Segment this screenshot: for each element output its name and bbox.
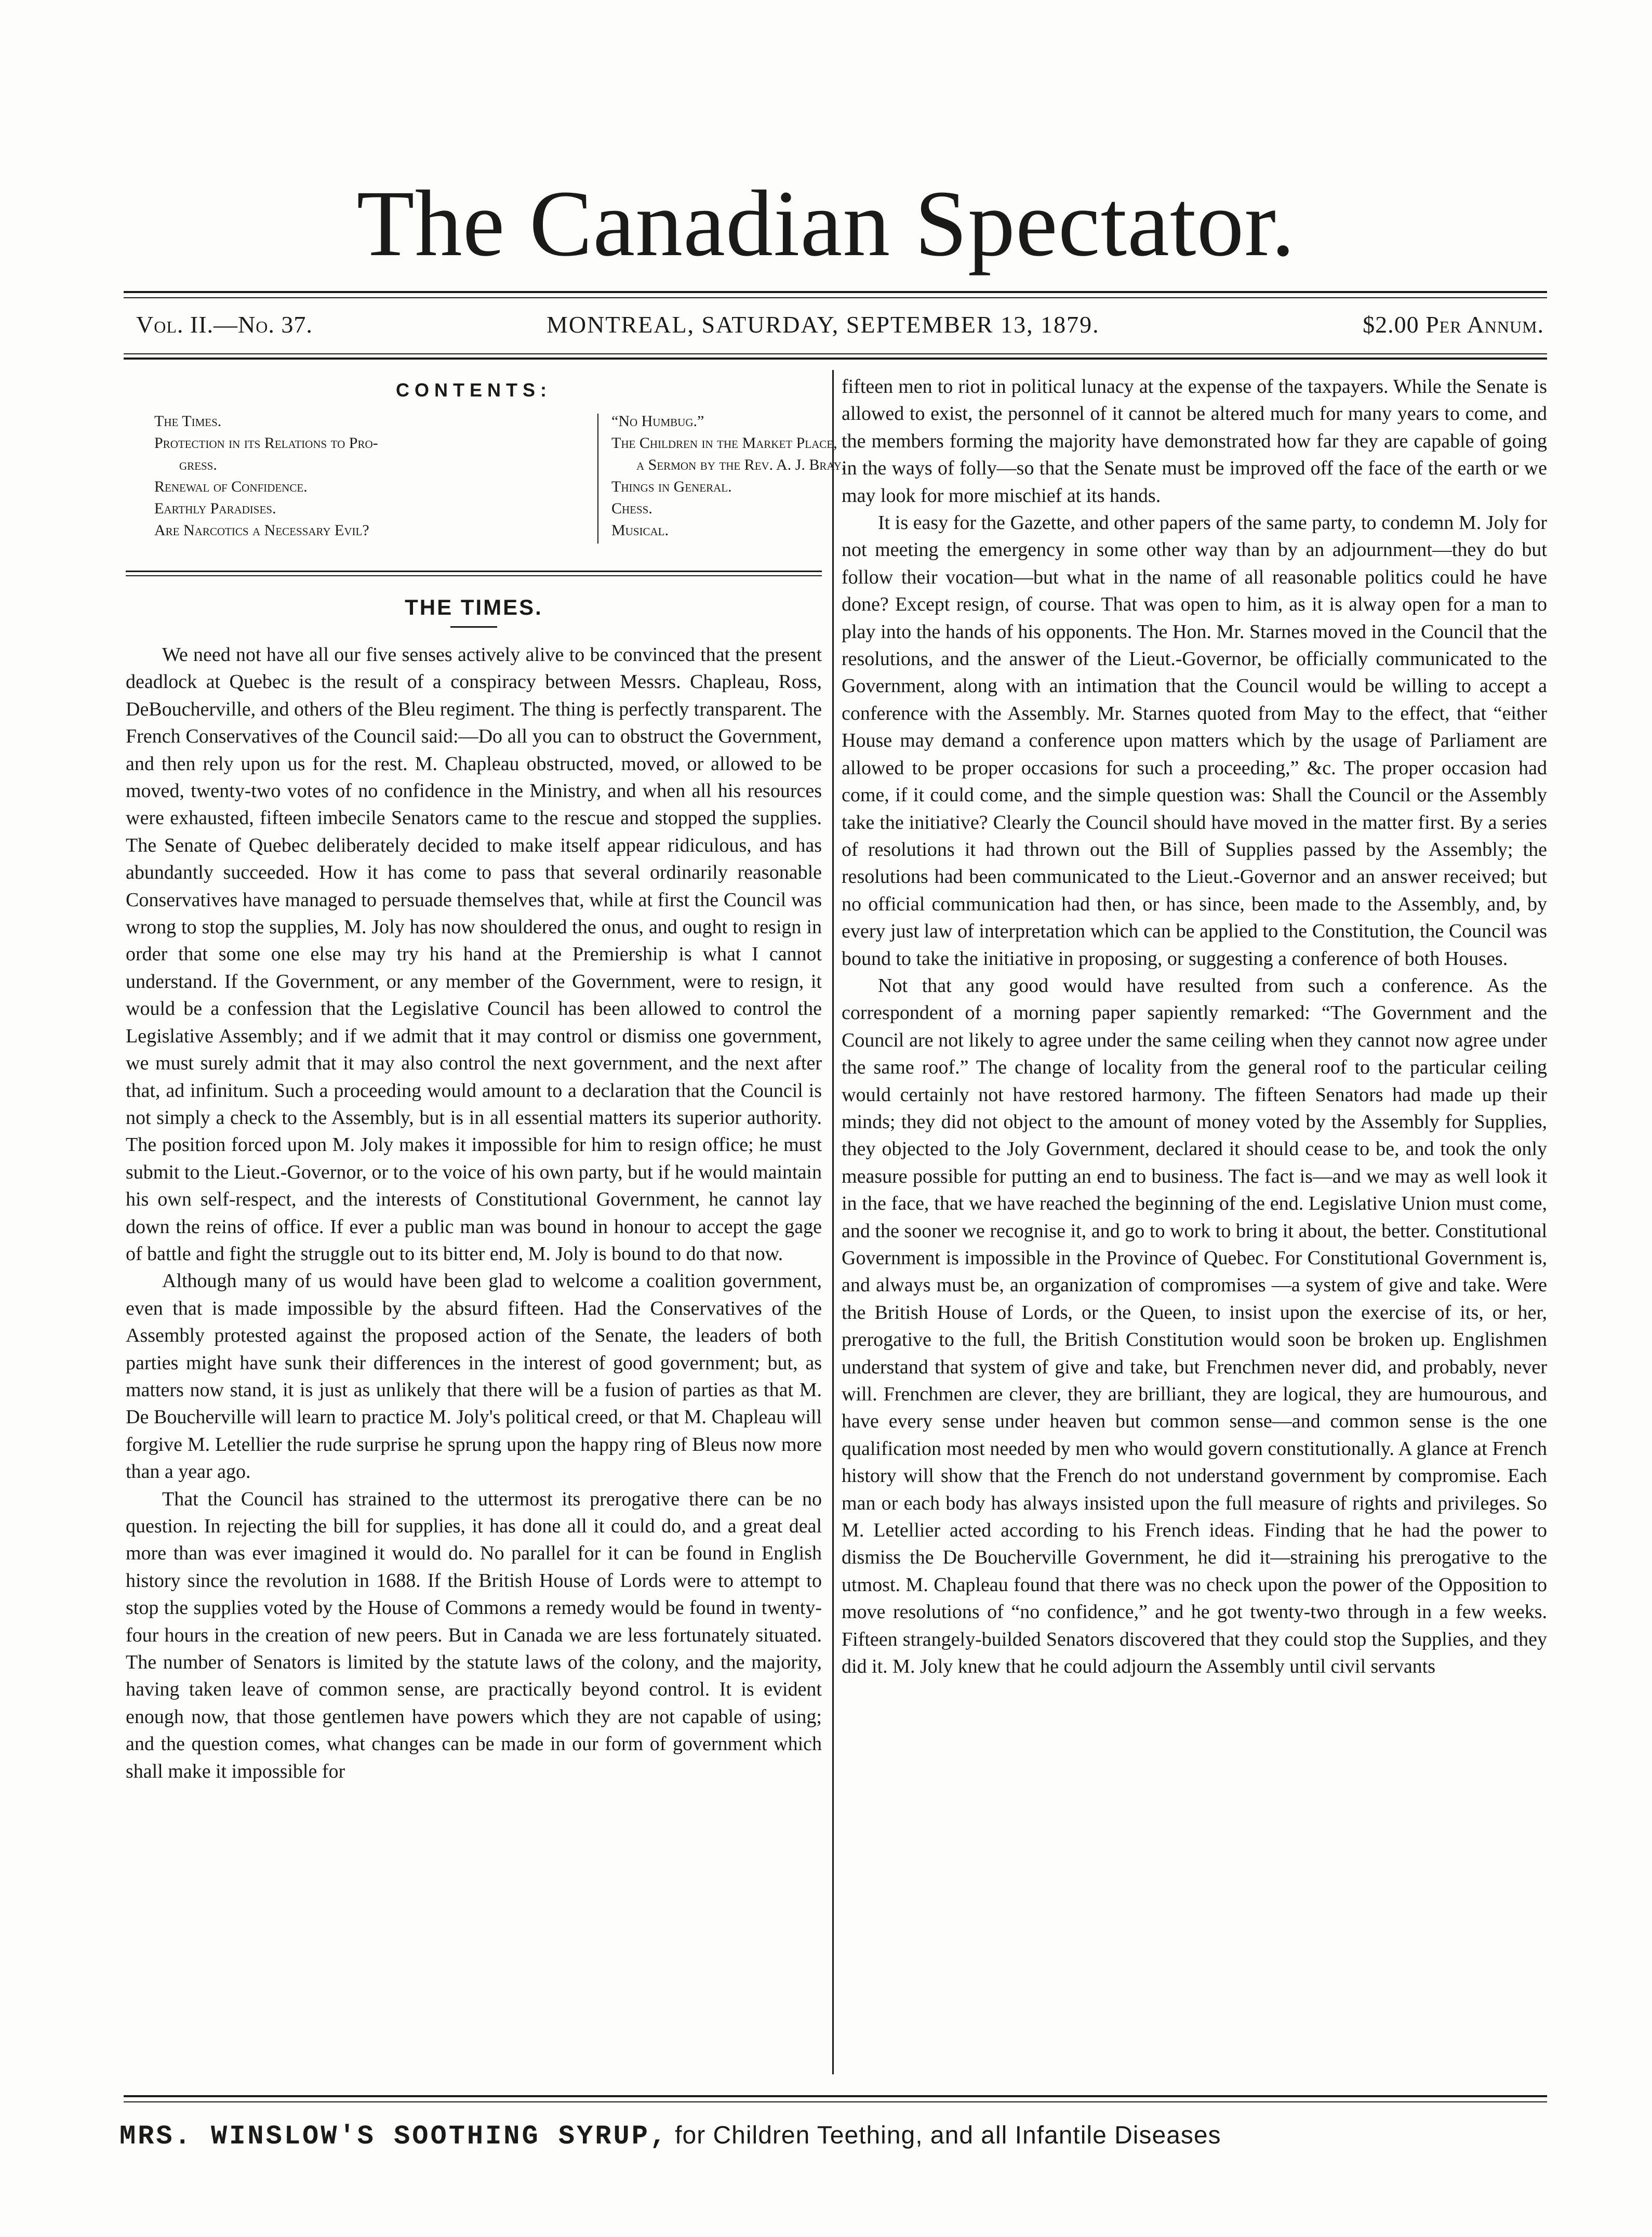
header-rule-top-thin [124,297,1547,298]
advertisement-text: for Children Teething, and all Infantile Diseases [675,2122,1221,2149]
contents-item: The Children in the Market Place, [611,434,837,452]
column-separator [832,370,834,2074]
article-paragraph: Not that any good would have resulted from such a conference. As the correspondent of a morning paper sapiently remarked: “The Government and the Council are not likely to agree under the same ceiling when they cannot now agree under the same roof.” The change of locality from the general roof to the particular ceiling would certainly not have restored harmony. The fifteen Senators had made up their minds; they did not object to the amount of money voted by the Assembly for Supplies, they objected to the Joly Government, declared it should cease to be, and took the only measure possible for putting an end to business. The fact is—and we may as well look it in the face, that we have reached the beginning of the end. Legislative Union must come, and the sooner we recognise it, and go to work to bring it about, the better. Constitutional Government is impossible in the Province of Quebec. For Constitutional Government is, and always must be, an organization of compromises —a system of give and take. Were the British House of Lords, or the Queen, to insist upon the exercise of its, or her, prerogative to the full, the British Constitution would soon be broken up. Englishmen understand that system of give and take, but Frenchmen never did, and probably, never will. Frenchmen are clever, they are brilliant, they are logical, they are humourous, and have every sense under heaven but common sense—and common sense is the one qualification most needed by men who would govern constitutionally. A glance at French history will show that the French do not understand government by compromise. Each man or each body has always insisted upon the full measure of rights and privileges. So M. Letellier acted according to his French ideas. Finding that he had the power to dismiss the De Boucherville Government, he did it—straining his prerogative to the utmost. M. Chapleau found that there was no check upon the power of the Opposition to move resolutions of “no confidence,” and he got twenty-two through in a few weeks. Fifteen strangely-builded Senators discovered that they could stop the Supplies, and they did it. M. Joly knew that he could adjourn the Assembly until civil servants [842,974,1547,1678]
issue-line [136,311,1544,342]
contents-item: Are Narcotics a Necessary Evil? [154,522,369,539]
contents-item: a Sermon by the Rev. A. J. Bray. [636,456,846,473]
contents-rule [126,571,822,572]
left-column [126,373,846,1785]
contents-divider [597,414,598,544]
article-paragraph: It is easy for the Gazette, and other papers of the same party, to condemn M. Joly for not meeting the emergency in some other way than by an adjournment—they do but follow their vocation—but what in the name of all reasonable politics could he have done? Except resign, of course. That was open to him, as it is alway open for a man to play into the hands of his opponents. The Hon. Mr. Starnes moved in the Council that the resolutions, and the answer of the Lieut.-Governor, be officially communicated to the Government, along with an intimation that the Council would be willing to accept a conference with the Assembly. Mr. Starnes quoted from May to the effect, that “either House may demand a conference upon matters which by the usage of Parliament are allowed to be proper occasions for such a proceeding,” &c. The proper occasion had come, if it could come, and the simple question was: Shall the Council or the Assembly take the initiative? Clearly the Council should have moved in the matter first. By a series of resolutions it had thrown out the Bill of Supplies passed by the Assembly; the resolutions had been communicated to the Lieut.-Governor and an answer received; but no official communication had then, or has since, been made to the Assembly, and, by every just law of interpretation which can be applied to the Constitution, the Council was bound to take the initiative in proposing, or suggesting a conference of both Houses. [842,512,1547,970]
section-title: THE TIMES. [405,595,543,619]
article-paragraph: We need not have all our five senses actively alive to be convinced that the present deadlock at Quebec is the result of a conspiracy between Messrs. Chapleau, Ross, DeBoucherville, and others of the Bleu regiment. The thing is perfectly transparent. The French Conservatives of the Council said:—Do all you can to obstruct the Government, and then rely upon us for the rest. M. Chapleau obstructed, moved, or allowed to be moved, twenty-two votes of no confidence in the Ministry, and when all his resources were exhausted, fifteen imbecile Senators came to the rescue and stopped the supplies. The Senate of Quebec deliberately decided to make itself appear ridiculous, and has abundantly succeeded. How it has come to pass that several ordinarily reasonable Conservatives have managed to persuade themselves that, while at first the Council was wrong to stop the supplies, M. Joly has now shouldered the onus, and ought to resign in order that some one else may try his hand at the Premiership is what I cannot understand. If the Government, or any member of the Government, were to resign, it would be a confession that the Legislative Council has been allowed to control the Legislative Assembly; and if we admit that it may control or dismiss one government, we must surely admit that it may also control the next government, and the next after that, ad infinitum. Such a proceeding would amount to a declaration that the Council is not simply a check to the Assembly, but is in all essential matters its superior authority. The position forced upon M. Joly makes it impossible for him to resign office; he must submit to the Lieut.-Governor, or to the voice of his own party, but if he would maintain his own self-respect, and the interests of Constitutional Government, he cannot lay down the reins of office. If ever a public man was bound in honour to accept the gage of battle and fight the struggle out to its bitter end, M. Joly is bound to do that now. [126,644,822,1265]
advertisement-banner [119,2121,1553,2152]
contents-item: Things in General. [611,478,732,495]
contents-list [126,411,846,566]
article-paragraph: fifteen men to riot in political lunacy at the expense of the taxpayers. While the Senate is allowed to exist, the personnel of it cannot be altered much for many years to come, and the members forming the majority have demonstrated how far they are capable of going in the ways of folly—so that the Senate must be improved off the face of the earth or we may look for more mischief at its hands. [842,376,1547,507]
contents-item: Musical. [611,522,669,539]
masthead-title: The Canadian Spectator. [356,171,1296,276]
contents-rule-thin [126,575,822,576]
header-rule-bottom [124,353,1547,354]
contents-item: gress. [179,456,217,473]
advertisement-brand: MRS. WINSLOW'S SOOTHING SYRUP, [119,2121,669,2152]
right-column [842,373,1547,1680]
contents-item: Protection in its Relations to Pro- [154,434,378,452]
article-paragraph: Although many of us would have been glad to welcome a coalition government, even that is made impossible by the absurd fifteen. Had the Conservatives of the Assembly protested against the proposed action of the Senate, the leaders of both parties might have sunk their differences in the interest of good government; but, as matters now stand, it is just as unlikely that there will be a fusion of parties as that M. De Boucherville will learn to practice M. Joly's political creed, or that M. Chapleau will forgive M. Letellier the rude surprise he sprung upon the happy ring of Bleus now more than a year ago. [126,1270,822,1483]
contents-item: Chess. [611,500,652,517]
footer-rule-thin [124,2101,1547,2102]
contents-heading: CONTENTS: [396,379,552,401]
footer-rule [124,2095,1547,2097]
section-title-rule [450,626,497,628]
contents-item: Earthly Paradises. [154,500,276,517]
contents-item: “No Humbug.” [611,413,704,430]
article-paragraph: That the Council has strained to the uttermost its prerogative there can be no question. In rejecting the bill for supplies, it has done all it could do, and a great deal more than was ever imagined it would do. No parallel for it can be found in English history since the revolution in 1688. If the British House of Lords were to attempt to stop the supplies voted by the House of Commons a remedy would be found in twenty-four hours in the creation of new peers. But in Canada we are less fortunately situated. The number of Senators is limited by the statute laws of the colony, and the majority, having taken leave of common sense, are practically beyond control. It is evident enough now, that those gentlemen have powers which they are not capable of using; and the question comes, what changes can be made in our form of government which shall make it impossible for [126,1488,822,1782]
header-rule-bottom-thick [124,358,1547,360]
header-rule-top [124,291,1547,293]
subscription-price: $2.00 Per Annum. [1363,311,1544,338]
contents-left-column [154,411,580,541]
contents-item: The Times. [154,413,222,430]
volume-number: Vol. II.—No. 37. [136,311,313,338]
dateline: MONTREAL, SATURDAY, SEPTEMBER 13, 1879. [547,311,1100,338]
contents-item: Renewal of Confidence. [154,478,308,495]
